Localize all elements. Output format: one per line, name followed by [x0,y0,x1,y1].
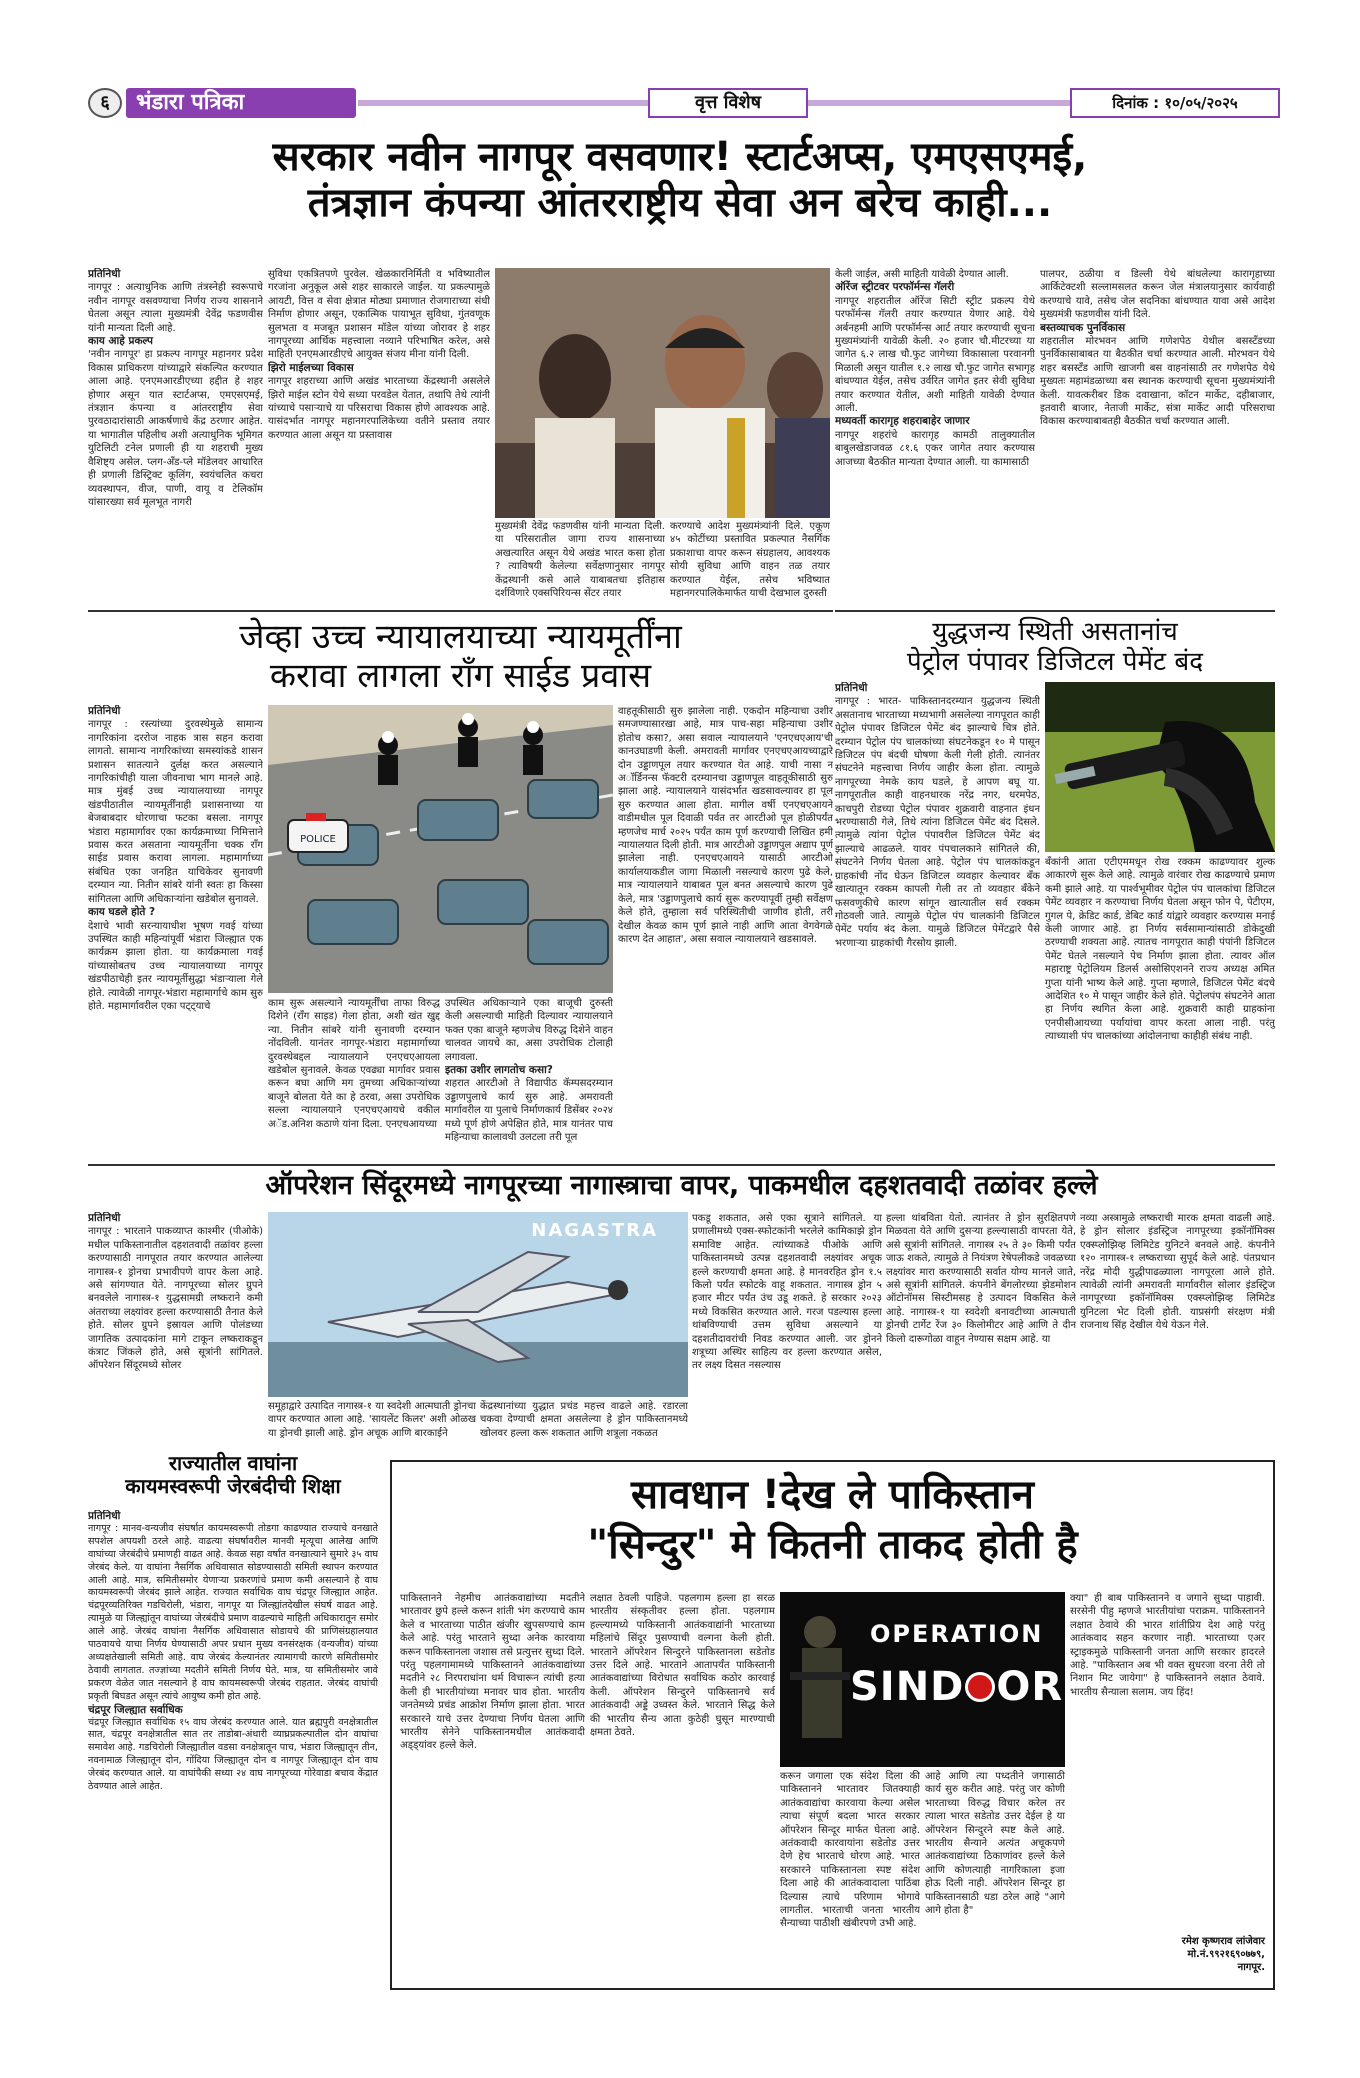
story6-headline-line1: सावधान !देख ले पाकिस्तान [631,1472,1034,1518]
story6-col4-text: आहे आणि त्या पध्दतीने जगासाठी कार्य सुरु करीत आहे. परंतु जर कोणी भारताच्या विरुद्ध विचार करेल तर त्याला भारत सडेतोड उत्तर देईल हे या ऑपरेशन सिन्दुरने स्पष्ट केले आहे. भारतीय सैन्याने अत्यंत अचूकपणे आतंकवाद्यांच्या ठिकाणांवर हल्ले केले आणि कोणत्याही नागरिकाला इजा होऊ दिली नाही. ऑपरेशन सिन्दूर हा पाकिस्तानसाठी धडा ठरेल आहे "आगे आगे होता है" [925,1771,1065,1917]
story4-col1 [88,1212,263,1454]
story5-col1 [88,1510,378,1990]
story6-phone: मो.नं.९९२१६९०७७९, [1187,1949,1265,1960]
story1-headline-line2: तंत्रज्ञान कंपन्या आंतरराष्ट्रीय सेवा अन बरेच काही... [307,180,1053,226]
story3-headline [835,618,1275,678]
story6-author: रमेश कृष्णराव लांजेवार [1181,1936,1265,1947]
story6-col3 [780,1770,920,1982]
story2-headline [88,618,833,696]
story3-byline: प्रतिनिधी [835,682,868,694]
story4-col2 [268,1400,476,1455]
page-header [88,88,1280,118]
divider [88,610,833,612]
wrong-side-traffic-illustration [268,705,613,993]
story2-col4-text: वाहतूकीसाठी सुरु झालेला नाही. एकदोन महिन्याचा उशीर समजण्यासारखा आहे, मात्र पाच-सहा महिन्याचा उशीर होतोच कसा?, असा सवाल न्यायालयाने 'एनएचएआय'ची कानउघाडणी केली. अमरावती मार्गावर एनएचएआयच्याद्वारे दोन उड्डाणपूल तयार करण्यात येत आहे. याची नासा न अॉर्डिनन्स फॅक्टरी दरम्यानचा उड्डाणपूल वाहतूकीसाठी सुरु झाला आहे. न्यायालयाने यासंदर्भात खडसावल्यावर हा पूल सुरु करण्यात आला होता. मागील वर्षी एनएचएआयने वाडीमधील पूल दिवाळी पर्वत तर आरटीओ पूल होळीपर्यंत म्हणजेच मार्च २०२५ पर्यंत काम पूर्ण करण्याची लिखित हमी न्यायालयात दिली होती. मात्र आरटीओ उड्डाणपुल अद्याप पूर्ण झालेला नाही. [618,706,833,865]
story1-col6-text: पालपर, ठळीया व डिल्ली येथे बांधलेल्या कारागृहाच्या आर्किटेक्टशी सल्लामसलत करून जेल मंत्रालयानुसार कार्यवाही करण्याचे यावे, तसेच जेल सदनिका बांधण्यात यावा असे आदेश मुख्यमंत्री फडणवीस यांनी दिले. [1040,269,1275,321]
story3-col1-text: नागपूर : भारत- पाकिस्तानदरम्यान युद्धजन्य स्थिती असतानाच भारताच्या मध्यभागी असलेल्या नागपूरात काही पेट्रोल पंपावर डिजिटल पेमेंट बंद झाल्याचे चित्र होते. दरम्यान पेट्रोल पंप चालकांच्या संघटनेकडून १० मे पासून डिजिटल पंप बंदची घोषणा केली गेली होती. त्यानंतर संघटनेने महत्त्वाचा निर्णय जाहीर केला होता. त्यामुळे नागपूरच्या नेमके काय घडले, हे आपण बघू या. नागपूरातील काही वाहनधारक नरेंद्र नगर, धरमपेठ, काचपुरी रोडच्या पेट्रोल पंपावर शुक्रवारी वाहनात इंधन भरण्यासाठी गेले, तिथे त्यांना डिजिटल पेमेंट बंद दिसले. त्यामुळे त्यांना पेट्रोल पंपावरील डिजिटल पेमेंट बंद झाल्याचे आढळले. यावर पंपचालकाने सांगितले की, संघटनेने निर्णय घेतला आहे. पेट्रोल पंप चालकांकडून ग्राहकांची नोंद घेऊन डिजिटल व्यवहार केल्यावर बँक खात्यातून रक्कम कापली गेली तर तो व्यवहार बँकेने फसवणुकीचे कारण सांगून खात्यातील सर्व रक्कम गोठवली जाते. त्यामुळे पेट्रोल पंप चालकांनी डिजिटल पेमेंट पर्याय बंद केला. यामुळे डिजिटल पेमेंटद्वारे पैसे भरणाऱ्या ग्राहकांची गैरसोय झाली. [835,696,1040,949]
story3-col1 [835,682,1040,1155]
issue-date: दिनांक : १०/०५/२०२५ [1070,88,1280,118]
story2-col1b-text: देशाचे भावी सरन्यायाधीश भूषण गवई यांच्या उपस्थित काही महिन्यांपूर्वी भंडारा जिल्ह्यात एक कार्यक्रम झाला होता. या कार्यक्रमाला गवई यांच्यासोबतच उच्च न्यायालयाच्या नागपूर खंडपीठाचेही इतर न्यायमूर्तीसुद्धा भंडाऱ्याला गेले होते. त्यावेळी नागपूर-भंडारा महामार्गाचे काम सुरु होते. महामार्गावरील एका पट्ट्याचे [88,920,263,1012]
story1-col4 [670,520,830,604]
divider [88,1164,1275,1166]
story4-col5 [886,1212,1076,1454]
story5-sub1: चंद्रपूर जिल्ह्यात सर्वाधिक [88,1703,183,1716]
story6-headline-line2: "सिन्दुर" मे कितनी ताकद होती है [587,1522,1078,1568]
story1-headline-line1: सरकार नवीन नागपूर वसवणार! स्टार्टअप्स, एमएसएमई, [272,134,1088,180]
story2-col3-text: उपस्थित अधिकाऱ्याने एका बाजूची दुरुस्ती केली असल्याची माहिती दिल्यावर न्यायालयाने फक्त एका बाजूने म्हणजेच विरुद्ध दिशेने वाहन चालवत जायचे का, असा उपरोधिक टोलाही लगावला. [445,998,613,1063]
story5-headline-line1: राज्यातील वाघांना [168,1451,298,1475]
story1-sub2: झिरो माईलच्या विकास [268,361,354,374]
sindoor-wordmark [850,1664,1063,1710]
sindoor-word-b: OR [996,1664,1064,1710]
story2-col2-text: काम सुरू असल्याने न्यायमूर्तींचा ताफा विरुद्ध दिशेने (रॉंग साइड) गेला होता, अशी खंत खुद्द न्या. नितीन सांबरे यांनी सुनावणी दरम्यान नोंदविली. यानंतर नागपूर-भंडारा महामार्गाच्या दुरवस्थेबद्दल न्यायालयाने एनएचएआयला खडेबोल सुनावले. केवळ एवढ्या मार्गावर प्रवास करून बघा आणि मग तुमच्या अधिकाऱ्यांच्या बाजूने बोलता येते का हे ठरवा, असा उपरोधिक सल्ला न्यायालयाने एनएचएआयचे वकील अॅड.अनिश कठाणे यांना दिला. एनएचआयच्या [268,998,440,1130]
divider [835,610,1275,612]
story2-col1 [88,705,263,1155]
story1-col1 [88,268,263,604]
story5-col1b-text: चंद्रपूर जिल्ह्यात सर्वाधिक १५ वाघ जेरबंद करण्यात आले. यात ब्रह्मपुरी वनक्षेत्रातील सात, चंद्रपूर वनक्षेत्रातील सात तर ताडोबा-अंधारी व्याघ्रप्रकल्पातील दोन वाघांचा समावेश आहे. गडचिरोली जिल्ह्यातील वडसा वनक्षेत्रातून पाच, भंडारा जिल्ह्यातून तीन, नवनामाळ जिल्ह्यातून दोन, गोंदिया जिल्ह्यातून दोन व नागपूर जिल्ह्यातून दोन वाघ जेरबंद करण्यात आले. या वाघांपैकी सध्या २४ वाघ नागपूरच्या गोरेवाडा बचाव केंद्रात ठेवण्यात आले आहेत. [88,1716,378,1793]
story4-col5-text: हल्ला थांबविता येतो. त्यानंतर ते ड्रोन सुरक्षितपणे मिळवता येते आणि दुसऱ्या हल्ल्यासाठी वापरता येते, असे सूत्रांनी सांगितले. नागास्त्र २५ ते ३० किमी पर्यंत जाऊ शकते, त्यामुळे ते नियंत्रण रेषेपलीकडे जवळच्या लक्ष्यांवर मारा करण्यासाठी सर्वात योग्य मानले जाते, असे सूत्रांनी सांगितले. कंपनीने बेंगलोरच्या झेडमोशन ऑटोनॉमस सिस्टीमसह हे उत्पादन विकसित केले आहे. नागास्त्र-१ या स्वदेशी बनावटीच्या आत्मघाती ड्रोनची टार्गेट रेंज ३० किलोमीटर आहे आणि ते दीन किलो दारूगोळा वाहून नेण्यास सक्षम आहे. या [886,1213,1076,1345]
story1-col3 [495,520,665,604]
story4-col4-text: पकडू शकतात, असे एका सूत्राने सांगितले. या प्रणालीमध्ये एक्स-स्फोटकांनी भरलेले कामिकाझे ड्रोन समाविष्ट आहेत. त्यांच्याकडे पीओके आणि पाकिस्तानमध्ये उत्पन्न दहशतवादी लक्ष्यांवर अचूक हल्ले करण्याची क्षमता आहे. हे मानवरहित ड्रोन १.५ किलो पर्यंत स्फोटके वाहू शकतात. नागास्त्र ड्रोन ५ हजार मीटर पर्यंत उंच उडू शकते. हे सरकार २०२३ मध्ये विकसित करण्यात आले. गरज पडल्यास हल्ला थांबविण्याची उत्तम सुविधा असल्याने या दहशतीदावरांची निवड करण्यात आली. जर ड्रोनने शत्रूच्या अस्थिर साहित्य वर हल्ला करण्यात असेल, तर लक्ष्य दिसत नसल्यास [692,1213,882,1372]
story2-col4 [618,705,833,1155]
story1-col1-text: नागपूर : अत्याधुनिक आणि तंत्रस्नेही स्वरूपाचे नवीन नागपूर वसवण्याचा निर्णय राज्य शासनाने घेतला असून त्याला मुख्यमंत्री देवेंद्र फडणवीस यांनी मान्यता दिली आहे. [88,282,263,334]
story3-col2-text: बँकांनी आता एटीएममधून रोख रक्कम काढण्यावर शुल्क आकारणे सुरू केले आहे. त्यामुळे वारंवार रोख काढण्याचे प्रमाण कमी झाले आहे. या पार्श्वभूमीवर पेट्रोल पंप चालकांचा डिजिटल पेमेंट व्यवहार न करण्याचा निर्णय घेतला असून फोन पे, पेटीएम, गुगल पे, क्रेडिट कार्ड, डेबिट कार्ड यांद्वारे व्यवहार करण्यास मनाई केली जाणार आहे. हा निर्णय सर्वसामान्यांसाठी डोकेदुखी ठरण्याची शक्यता आहे. त्यातच नागपूरात काही पंपांनी डिजिटल पेमेंट घेतले नसल्याने पेच निर्माण झाला होता. त्यावर ऑल महाराष्ट्र पेट्रोलियम डिलर्स असोसिएशनने राज्य अध्यक्ष अमित गुप्ता यांनी भाष्य केले आहे. गुप्ता म्हणाले, डिजिटल पेमेंट बंदचे आदेशित १० मे पासून जाहीर केले होते. पेट्रोलपंप संघटनेने आता हा निर्णय स्थगित केला आहे. शुक्रवारी काही ग्राहकांना एनपीसीआयच्या पर्यायांचा वापर करता आला नाही. परंतु त्याच्याशी पंप चालकांच्या आंदोलनाचा काहीही संबंध नाही. [1045,857,1275,1043]
story2-headline-line2: करावा लागला रॉंग साईड प्रवास [269,656,652,697]
story6-col5-text: क्या" ही बाब पाकिस्तानने व जगाने सुध्दा पाहावी. सरसेनी पीहु म्हणजे भारतीयांचा पराक्रम. पाकिस्तानने लक्षात ठेवावे की भारत शांतीप्रिय देश आहे परंतु आतंकवाद सहन करणार नाही. भारताच्या एअर स्ट्राइकमुळे पाकिस्तानी जनता आणि सरकार हादरले आहे. "पाकिस्तान अब भी वक्त सुधरजा वरना तेरी तो निशान मिट जायेगा" हे पाकिस्तानने लक्षात ठेवावे. भारतीय सैन्याला सलाम. जय हिंद! [1070,1593,1265,1698]
story6-col5 [1070,1592,1265,1932]
story6-col4 [925,1770,1065,1982]
story1-byline: प्रतिनिधी [88,268,121,280]
story5-byline: प्रतिनिधी [88,1510,121,1522]
story1-col6b-text: शहरातील मोरभवन आणि गणेशपेठ येथील बसस्टँडच्या पुनर्विकासाबाबत या बैठकीत चर्चा करण्यात आली. मोरभवन येथे शहर बसस्टँड आणि खाजगी बस वाहनांसाठी तर गणेशपेठ येथे मुख्यतः महामंडळाच्या बस स्थानक करण्याची सूचना मुख्यमंत्र्यांनी केली. यावत्करीबर डिक दवाखाना, कॉटन मार्केट, दहीबाजार, इतवारी बाजार, नेताजी मार्केट, संत्रा मार्केट आदी परिसराचा विकास करण्याबाबतही बैठकीत चर्चा करण्यात आली. [1040,336,1275,428]
story4-col3-text: केंद्रस्थानांच्या युद्धात प्रचंड महत्त्व वाढले आहे. रडारला चकवा देण्याची क्षमता असलेल्या हे ड्रोन पाकिस्तानमध्ये खोलवर हल्ला करू शकतात आणि शत्रूला नकळत [480,1401,688,1439]
story3-headline-line1: युद्धजन्य स्थिती असतानांच [932,617,1178,647]
story6-col1-text: पाकिस्तानने नेहमीच आतंकवाद्यांच्या मदतीने भारतावर छुपे हल्ले करून शांती भंग करण्याचे काम केले व भारताच्या पाठीत खंजीर खुपसण्याचे काम केले आहे. परंतु भारताने सुध्दा अनेक कारवाया करून पाकिस्तानला जशास तसे प्रत्युत्तर सुध्दा दिले. परंतु पहलगामामध्ये पाकिस्तानने आतंकवाद्यांच्या मदतीने २८ निरपराधांना धर्म विचारून त्यांची हत्या केली ही भारतीयांच्या मनावर घाव होता. भारतीय जनतेमध्ये प्रचंड आक्रोश निर्माण झाला होता. भारत सरकारने याचे उत्तर देण्याचा निर्णय घेतला आणि भारतीय सेनेने पाकिस्तानमधील आतंकवादी अड्ड्यांवर हल्ले केले. [400,1593,585,1752]
story4-col3 [480,1400,688,1455]
svg-text:POLICE: POLICE [300,834,336,845]
nagastra-label: NAGASTRA [531,1220,658,1241]
story6-col2 [590,1592,775,1982]
story4-col2-text: समूहाद्वारे उत्पादित नागास्त्र-१ या स्वदेशी आत्मघाती ड्रोनचा वापर करण्यात आला आहे. 'सायलेंट किलर' अशी ओळख या ड्रोनची झाली आहे. ड्रोन अचूक आणि बारकाईने [268,1401,476,1439]
story2-col1-text: नागपूर : रस्त्यांच्या दुरवस्थेमुळे सामान्य नागरिकांना दररोज नाहक त्रास सहन करावा लागतो. सामान्य नागरिकांच्या समस्यांकडे शासन प्रशासन सातत्याने दुर्लक्ष करत असल्याने नागरिकांचीही याला जीवनाचा भाग मानले आहे. मात्र मुंबई उच्च न्यायालयाच्या नागपूर खंडपीठातील न्यायमूर्तींनाही प्रशासनाच्या या बेजबाबदार धोरणाचा फटका बसला. नागपूर भंडारा महामार्गावर एका कार्यक्रमाच्या निमित्ताने प्रवास करत असताना न्यायमूर्तींना चक्क रॉंग साईड प्रवास करावा लागला. महामार्गाच्या संबंधित एका जनहित याचिकेवर सुनावणी दरम्यान न्या. नितीन सांबरे यांनी स्वतः हा किस्सा सांगितला आणि अधिकाऱ्यांना खडेबोल सुनावले. [88,719,263,905]
story1-sub1: काय आहे प्रकल्प [88,335,153,348]
nagastra-drone-photo [268,1212,688,1397]
newspaper-logo: भंडारा पत्रिका [126,88,356,118]
story1-sub6: बस्तव्याचक पुनर्विकास [1040,321,1126,334]
story3-headline-line2: पेट्रोल पंपावर डिजिटल पेमेंट बंद [906,646,1204,677]
story4-headline: ऑपरेशन सिंदूरमध्ये नागपूरच्या नागास्त्राचा वापर, पाकमधील दहशतवादी तळांवर हल्ले [265,1170,1098,1201]
story4-col6 [1080,1212,1275,1454]
sindoor-word-a: SIND [850,1664,965,1710]
story1-col6 [1040,268,1275,604]
operation-label: OPERATION [870,1620,1044,1648]
cm-meeting-illustration [495,268,830,518]
story1-sub5: ऑरेंज स्ट्रीटवर परफॉर्मन्स गॅलरी [835,281,955,294]
story2-byline: प्रतिनिधी [88,705,121,717]
sindoor-red-dot-icon [965,1672,995,1702]
story4-col4 [692,1212,882,1454]
story1-headline [90,134,1270,226]
judges-cartoon-illustration [268,705,613,993]
story2-sub1: काय घडले होते ? [88,906,156,919]
story2-headline-line1: जेव्हा उच्च न्यायालयाच्या न्यायमूर्तींना [239,617,682,657]
fuel-nozzle-photo [1045,682,1275,852]
story5-headline-line2: कायमस्वरूपी जेरबंदीची शिक्षा [125,1474,341,1498]
story4-col1-text: नागपूर : भारताने पाकव्याप्त काश्मीर (पीओके) मधील पाकिस्तानातील दहशतवादी तळांवर हल्ला करण्यासाठी नागपूरात तयार करण्यात आलेल्या नागास्त्र-१ ड्रोनचा प्रभावीपणे वापर केला आहे. असे सांगण्यात येते. नागपूरच्या सोलर ग्रुपने बनवलेले नागास्त्र-१ युद्धसामग्री लष्कराने कमी अंतराच्या लक्ष्यांवर हल्ला करण्यासाठी तैनात केले होते. सोलर ग्रुपने इस्रायल आणि पोलंडच्या जागतिक उत्पादकांना मागे टाकून लष्कराकडून कंत्राट जिंकले होते, असे सूत्रांनी सांगितले. ऑपरेशन सिंदूरमध्ये सोलर [88,1226,263,1372]
section-label: वृत्त विशेष [648,88,808,118]
story5-col1-text: नागपूर : मानव-वन्यजीव संघर्षात कायमस्वरूपी तोडगा काढण्यात राज्याचे वनखाते सपशेल अपयशी ठरले आहे. वाढत्या संघर्षावरील मानवी मृत्यूचा आलेख आणि वाघांच्या जेरबंदीचे प्रमाणही वाढत आहे. केवळ सहा वर्षांत वनखात्याने सुमारे ३५ वाघ जेरबंद केले. या वाघांना नैसर्गिक अधिवासात सोडण्यासाठी समिती स्थापन करण्यात आली आहे. मात्र, समितीसमोर येणाऱ्या प्रकरणांचे प्रमाण कमी असल्याने हे वाघ कायमस्वरूपी जेरबंद झाले आहेत. राज्यात सर्वाधिक वाघ चंद्रपूर जिल्ह्यात आहेत. चंद्रपूरव्यतिरिक्त गडचिरोली, भंडारा, नागपूर या जिल्ह्यांतदेखील संघर्ष वाढत आहे. त्यामुळे या जिल्ह्यांतून वाघांच्या जेरबंदीचे प्रमाण वाढल्याचे माहिती अधिकारातून समोर आले आहे. जेरबंद वाघांना नैसर्गिक अधिवासात सोडायचे की प्राणिसंग्रहालयात पाठवायचे याचा निर्णय घेण्यासाठी अपर प्रधान मुख्य वनसंरक्षक (वन्यजीव) यांच्या अध्यक्षतेखाली समिती आहे. वाघ जेरबंद केल्यानंतर त्यामागची कारणे समितीसमोर ठेवावी लागतात. तज्ज्ञांच्या मदतीने समिती निर्णय घेते. मात्र, या समितीसमोर जावे प्रकरण वेळेत जात नसल्याने हे वाघ कायमस्वरूपी जेरबंद राहतात. जेरबंद वाघांची प्रकृती बिघडत असून त्यांचे आयुष्य कमी होत आहे. [88,1522,378,1702]
story2-col5-text: एनएचएआयने यासाठी आरटीओ कार्यालयाकडील जागा मिळाली नसल्याचे कारण पुढे केले, मात्र न्यायालयाने याबाबत पूल बनत असल्याचे कारण पुढे केले, मात्र 'उड्डाणपुलाचे कार्य सुरू करण्यापूर्वी तुम्ही सर्वेक्षण केले होते, तुम्हाला सर्व परिस्थितीची जाणीव होती, तरी देखील केवळ काम पूर्ण झाले नाही आणि आता वेगवेगळे कारण देत आहात', असा सवाल न्यायालयाने खडसावले. [618,853,833,945]
story1-col3-text: मुख्यमंत्री देवेंद्र फडणवीस यांनी मान्यता दिली. या परिसरातील जागा राज्य शासनाच्या अखत्यारित असून येथे अखंड भारत कसा होता ? त्याविषयी केलेल्या सर्वेक्षणानुसार नागपूर केंद्रस्थानी कसे आले याबाबतचा इतिहास दर्शविणारे एक्सपिरियन्स सेंटर तयार [495,521,665,600]
story6-col3-text: करून जगाला एक संदेश दिला की पाकिस्तानने भारतावर जितक्याही आतंकवाद्यांचा कारवाया केल्या असेल त्याचा संपूर्ण बदला भारत सरकार ऑपरेशन सिन्दूर मार्फत घेतला आहे. अतंकवादी कारवायांना सडेतोड उत्तर देणे हेच भारताचे धोरण आहे. भारत सरकारने पाकिस्तानला स्पष्ट संदेश दिला आहे की आतंकवादाला पाठिंबा दिल्यास त्याचे परिणाम भोगावे लागतील. भारताची जनता भारतीय सैन्याच्या पाठीशी खंबीरपणे उभी आहे. [780,1771,920,1930]
story5-headline [88,1452,378,1498]
story1-sub5b: मध्यवर्ती कारागृह शहराबाहेर जाणार [835,415,970,428]
story1-col2-text: सुविधा एकत्रितपणे पुरवेल. खेळकारनिर्मिती व भविष्यातील गरजांना अनुकूल असे शहर साकारले जाईल. या प्रकल्पामुळे आयटी, वित्त व सेवा क्षेत्रात मोठ्या प्रमाणात रोजगाराच्या संधी निर्माण होणार असून, एकात्मिक पायाभूत सुविधा, गुंतवणूक सुलभता व मजबूत प्रशासन मॉडेल यांच्या जोरावर हे शहर नागपूरच्या आर्थिक महत्त्वाला नव्याने परिभाषित करेल, असे माहिती एनएमआरडीएचे आयुक्त संजय मीना यांनी दिली. [268,269,490,361]
story1-col1b-text: 'नवीन नागपूर' हा प्रकल्प नागपूर महानगर प्रदेश विकास प्राधिकरण यांच्याद्वारे संकल्पित करण्यात आला आहे. एनएमआरडीएच्या हद्दीत हे शहर होणार असून यात स्टार्टअप्स, एमएसएमई, तंत्रज्ञान कंपन्या व आंतरराष्ट्रीय सेवा पुरवठादारांसाठी आकर्षणाचे केंद्र ठरणार आहेत. या भागातील पहिलीच अशी अत्याधुनिक भूमिगत युटिलिटी टनेल प्रणाली ही या शहराची मुख्य वैशिष्ट्य असेल. प्लग-अँड-प्ले मॉडेलवर आधारित ही प्रणाली डिस्ट्रिक्ट कूलिंग, स्वयंचलित कचरा व्यवस्थापन, वीज, पाणी, वायू व टेलिकॉम यांसारख्या सर्व मूलभूत नागरी [88,349,263,508]
story1-col5c-text: नागपूर शहरांचे कारागृह कामठी तालुक्यातील बाबुलखेडाजवळ ८१.६ एकर जागेत तयार करण्यास आजच्या बैठकीत मान्यता देण्यात आली. या कामासाठी [835,429,1035,468]
fuel-nozzle-illustration [1045,682,1275,852]
operation-sindoor-graphic [780,1592,1065,1767]
story4-col6-text: नव्या अस्त्रामुळे लष्कराची मारक क्षमता वाढली आहे. हे ड्रोन सोलार इंडस्ट्रिज नागपूरच्या इकॉनॉमिक्स एक्स्प्लोझिव्ह लिमिटेड युनिटने बनवले आहे. कंपनीने १२० नागास्त्र-१ लष्कराच्या सुपूर्द केले आहे. पंतप्रधान नरेंद्र मोदी युद्धीपाढळ्याला नागपूरला आले होते. त्यावेळी त्यांनी अमरावती मार्गावरील सोलार इंडस्ट्रिज नागपूरच्या इकॉनॉमिक्स एक्स्प्लोझिव्ह लिमिटेड युनिटला भेट दिली होती. याप्रसंगी संरक्षण मंत्री राजनाथ सिंह देखील येथे येऊन गेले. [1080,1213,1275,1332]
story1-col5 [835,268,1035,604]
story6-headline [400,1470,1265,1570]
story2-sub3: इतका उशीर लागतोच कसा? [445,1064,553,1077]
story1-col2 [268,268,490,604]
story1-col4-text: करण्याचे आदेश मुख्यमंत्र्यांनी दिले. एकूण ४५ कोटींच्या प्रस्तावित प्रकल्पात नैसर्गिक प्रकाशाचा वापर करून संग्रहालय, आवश्यक सोयी सुविधा आणि वाहन तळ तयार करण्यात येईल, तसेच भविष्यात महानगरपालिकेमार्फत याची देखभाल दुरुस्ती [670,521,830,600]
story4-byline: प्रतिनिधी [88,1212,121,1224]
story6-city: नागपूर. [1237,1962,1265,1973]
story2-col3 [445,997,613,1155]
page-number: ६ [88,88,122,118]
story2-col3b-text: शहरात आरटीओ ते विद्यापीठ कॅम्पसदरम्यान उड्डाणपुलाचे कार्य सुरु आहे. अमरावती मार्गावरील या पुलाचे निर्माणकार्य डिसेंबर २०२४ मध्ये पूर्ण होणे अपेक्षित होते, मात्र यानंतर पाच महिन्याचा कालावधी उलटला तरी पूल [445,1078,613,1144]
story1-col5b-text: नागपूर शहरातील ऑरेंज सिटी स्ट्रीट प्रकल्प येथे परफॉर्मन्स गॅलरी तयार करण्यात येणार आहे. येथे अर्बनहमी आणि परफॉर्मन्स आर्ट तयार करण्याची सूचना मुख्यमंत्र्यांनी यावेळी केली. २० हजार चौ.मीटरच्या या जागेत ६.२ लाख चौ.फुट जागेच्या विकासाला परवानगी मिळाली असून यातील १.२ लाख चौ.फुट जागेत सभागृह बांधण्यात येईल, तसेच उर्वरित जागेत इतर सेवी सुविधा तयार करण्यात येतील, अशी माहिती यावेळी देण्यात आली. [835,295,1035,415]
cm-meeting-photo [495,268,830,518]
story6-col1 [400,1592,585,1982]
story6-col2-text: लक्षात ठेवली पाहिजे. पहलगाम हल्ला हा सरळ भारतीय संस्कृतीवर हल्ला होता. पहलगाम हल्ल्यामध्ये पाकिस्तानी आतंकवाद्यांनी भारताच्या महिलांचे सिंदूर पुसण्याची वल्गना केली होती. भारताने ऑपरेशन सिन्दुरने पाकिस्तानला सडेतोड उत्तर दिले आहे. भारताने आतापर्यंत पाकिस्तानी आतंकवाद्यांच्या विरोधात सर्वाधिक कठोर कारवाई केली. ऑपरेशन सिन्दुरने पाकिस्तानचे सर्व आतंकवादी अड्डे उध्वस्त केले. भारताने सिद्ध केले की भारतीय सैन्य आता कुठेही घुसून मारण्याची क्षमता ठेवते. [590,1593,775,1739]
story6-author-block [1070,1935,1265,1974]
story2-col2 [268,997,440,1155]
story1-col2b-text: नागपूर शहराच्या आणि अखंड भारताच्या केंद्रस्थानी असलेले झिरो माईल स्टोन येथे सध्या परवडेल येतात, तथापि तेथे त्यांनी यांच्याचे पसाऱ्याचे या परिसराचा विकास होणे आवश्यक आहे. यासंदर्भात नागपूर महानगरपालिकेच्या वतीने प्रस्ताव तयार करण्यात आला असून या प्रस्तावास [268,376,490,441]
story3-col2 [1045,856,1275,1155]
story1-col5-text: केली जाईल, असी माहिती यावेळी देण्यात आली. [835,269,1009,280]
